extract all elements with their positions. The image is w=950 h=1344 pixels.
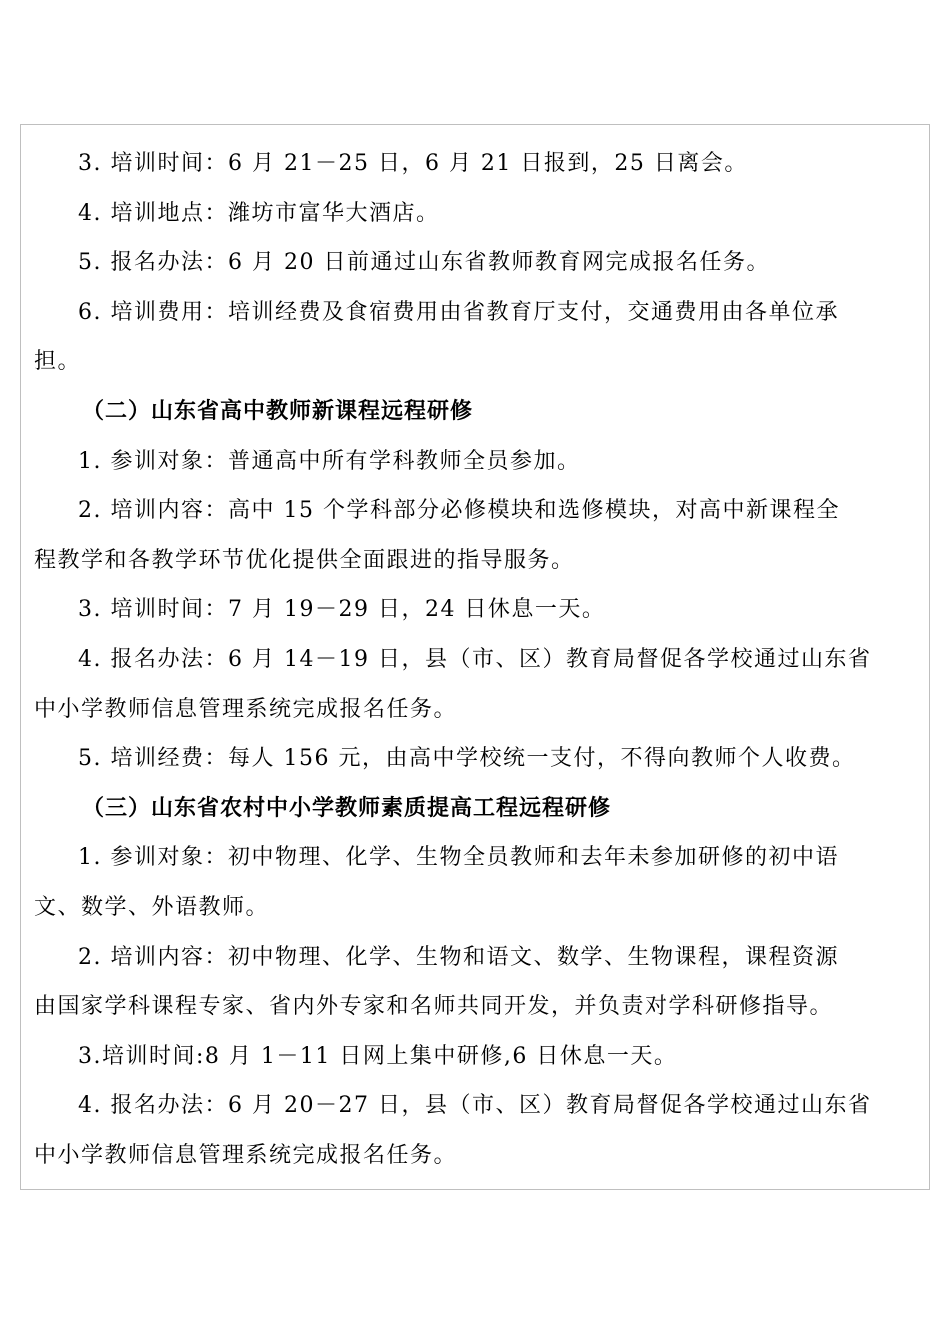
training-time-item: 3. 培训时间：7 月 19－29 日，24 日休息一天。 xyxy=(78,597,606,623)
document-body xyxy=(34,139,914,1180)
training-content-item-continued: 程教学和各教学环节优化提供全面跟进的指导服务。 xyxy=(34,547,575,573)
registration-method-item-continued: 中小学教师信息管理系统完成报名任务。 xyxy=(34,696,458,722)
registration-method-item-continued: 中小学教师信息管理系统完成报名任务。 xyxy=(34,1142,458,1168)
training-content-item: 2. 培训内容：初中物理、化学、生物和语文、数学、生物课程，课程资源 xyxy=(78,944,839,970)
training-content-item: 2. 培训内容：高中 15 个学科部分必修模块和选修模块，对高中新课程全 xyxy=(78,498,840,524)
training-location-item: 4. 培训地点：潍坊市富华大酒店。 xyxy=(78,200,440,226)
training-time-item: 3.培训时间:8 月 1－11 日网上集中研修,6 日休息一天。 xyxy=(78,1043,678,1069)
registration-method-item: 4. 报名办法：6 月 14－19 日，县（市、区）教育局督促各学校通过山东省 xyxy=(78,646,872,672)
section-heading-3: （三）山东省农村中小学教师素质提高工程远程研修 xyxy=(82,795,612,821)
training-content-item-continued: 由国家学科课程专家、省内外专家和名师共同开发，并负责对学科研修指导。 xyxy=(34,994,834,1020)
registration-method-item: 4. 报名办法：6 月 20－27 日，县（市、区）教育局督促各学校通过山东省 xyxy=(78,1093,872,1119)
participants-item-continued: 文、数学、外语教师。 xyxy=(34,894,270,920)
training-fee-item: 5. 培训经费：每人 156 元，由高中学校统一支付，不得向教师个人收费。 xyxy=(78,746,856,772)
registration-method-item: 5. 报名办法：6 月 20 日前通过山东省教师教育网完成报名任务。 xyxy=(78,250,770,276)
training-fee-item-continued: 担。 xyxy=(34,349,82,375)
participants-item: 1. 参训对象：普通高中所有学科教师全员参加。 xyxy=(78,448,581,474)
training-time-item: 3. 培训时间：6 月 21－25 日，6 月 21 日报到，25 日离会。 xyxy=(78,151,748,176)
training-fee-item: 6. 培训费用：培训经费及食宿费用由省教育厅支付，交通费用由各单位承 xyxy=(78,299,839,325)
section-heading-2: （二）山东省高中教师新课程远程研修 xyxy=(82,398,474,424)
participants-item: 1. 参训对象：初中物理、化学、生物全员教师和去年未参加研修的初中语 xyxy=(78,845,839,871)
